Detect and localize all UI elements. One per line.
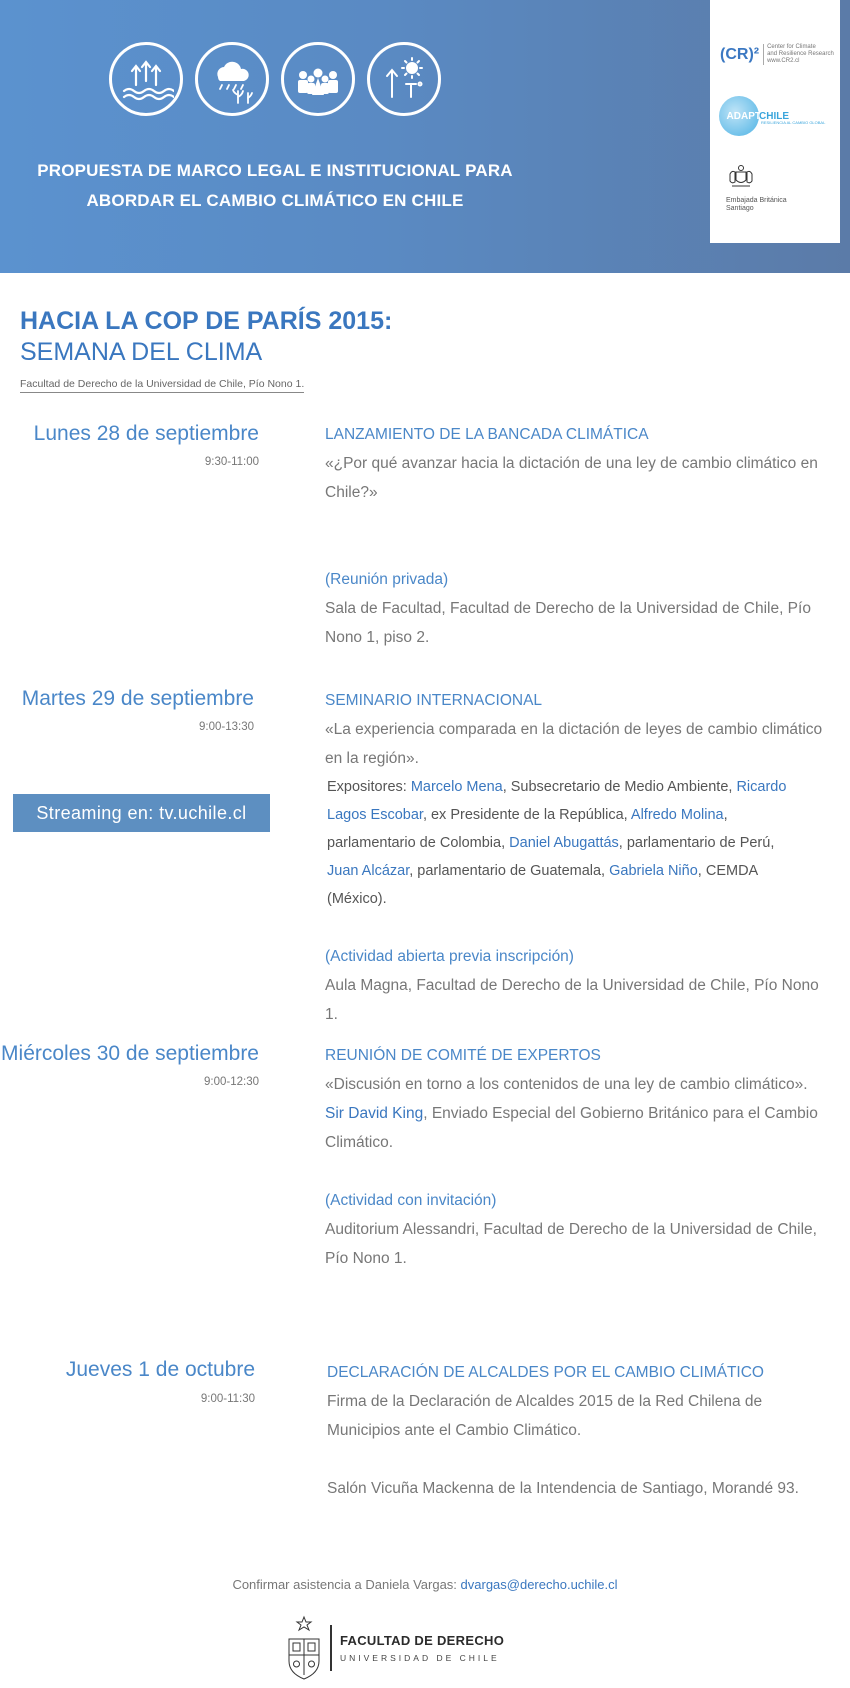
logo-divider: [330, 1625, 332, 1671]
event-thursday: [327, 1358, 827, 1503]
speaker-name[interactable]: Marcelo Mena: [410, 779, 503, 795]
speaker-name[interactable]: Ricardo Lagos Escobar: [327, 779, 787, 823]
speaker-name[interactable]: Alfredo Molina: [630, 807, 724, 823]
rsvp-line: [0, 1577, 850, 1592]
speaker-role: , parlamentario de Perú,: [618, 835, 775, 851]
event-title: REUNIÓN DE COMITÉ DE EXPERTOS: [325, 1047, 601, 1064]
event-venue: Salón Vicuña Mackenna de la Intendencia de Santiago, Morandé 93.: [327, 1480, 799, 1497]
event-day-thursday: Jueves 1 de octubre: [65, 1358, 255, 1381]
header-title: [30, 156, 520, 216]
cr2-mark: (CR)²: [720, 45, 760, 63]
event-venue: Aula Magna, Facultad de Derecho de la Universidad de Chile, Pío Nono 1.: [325, 977, 819, 1023]
cr2-line3: www.CR2.cl: [767, 58, 800, 64]
adapt-chile-logo: [719, 96, 826, 136]
speaker-role: , ex Presidente de la República,: [422, 807, 631, 823]
cr2-text: [763, 44, 834, 65]
event-title: SEMINARIO INTERNACIONAL: [325, 692, 543, 709]
event-venue: Sala de Facultad, Facultad de Derecho de la Universidad de Chile, Pío Nono 1, piso 2.: [325, 600, 811, 646]
guest-role: , Enviado Especial del Gobierno Británico para el Cambio Climático.: [325, 1105, 818, 1151]
header-icons: [109, 42, 441, 116]
event-title: LANZAMIENTO DE LA BANCADA CLIMÁTICA: [325, 426, 649, 443]
event-description: Firma de la Declaración de Alcaldes 2015 de la Red Chilena de Municipios ante el Cambio Climático.: [327, 1393, 763, 1439]
faculty-logo: [284, 1615, 504, 1681]
british-embassy-logo: [726, 164, 787, 213]
adapt-subtitle: RESILIENCIA AL CAMBIO GLOBAL: [761, 120, 826, 125]
guest-name[interactable]: Sir David King: [325, 1105, 424, 1122]
adapt-circle: [719, 96, 759, 136]
partner-logos-panel: [710, 0, 840, 243]
faculty-text: [340, 1633, 504, 1663]
event-day-wednesday: Miércoles 30 de septiembre: [1, 1042, 259, 1065]
university-name: UNIVERSIDAD DE CHILE: [340, 1653, 500, 1663]
rising-sea-icon: [109, 42, 183, 116]
streaming-banner[interactable]: Streaming en: tv.uchile.cl: [13, 794, 270, 832]
event-time-thursday: 9:00-11:30: [200, 1393, 255, 1405]
event-title: DECLARACIÓN DE ALCALDES POR EL CAMBIO CLIMÁTICO: [327, 1364, 764, 1381]
embassy-line1: Embajada Británica: [726, 197, 787, 204]
page-subtitle: SEMANA DEL CLIMA: [20, 338, 263, 366]
event-description: «La experiencia comparada en la dictación de leyes de cambio climático en la región».: [325, 721, 823, 767]
embassy-line2: Santiago: [726, 205, 754, 212]
event-description: «Discusión en torno a los contenidos de una ley de cambio climático».: [325, 1076, 808, 1093]
university-seal-icon: [284, 1615, 324, 1681]
speaker-role: , Subsecretario de Medio Ambiente,: [502, 779, 737, 795]
royal-crest-icon: [726, 164, 756, 190]
adapt-word: ADAPT: [726, 110, 761, 122]
header-title-line1: PROPUESTA DE MARCO LEGAL E INSTITUCIONAL PARA: [37, 161, 513, 180]
event-access: (Actividad con invitación): [325, 1192, 497, 1209]
event-access: (Actividad abierta previa inscripción): [325, 948, 574, 965]
temperature-sun-icon: [367, 42, 441, 116]
event-access: (Reunión privada): [325, 571, 449, 588]
speakers-list: [327, 773, 807, 913]
embassy-text: [726, 197, 787, 213]
header-title-line2: ABORDAR EL CAMBIO CLIMÁTICO EN CHILE: [86, 191, 464, 210]
rsvp-label: Confirmar asistencia a Daniela Vargas:: [232, 1577, 461, 1592]
speaker-role: , parlamentario de Guatemala,: [409, 863, 610, 879]
adapt-chile-word: CHILE: [759, 110, 789, 122]
speakers-label: Expositores:: [327, 779, 411, 795]
cr2-line1: Center for Climate: [767, 44, 816, 50]
faculty-name: FACULTAD DE DERECHO: [340, 1633, 505, 1648]
event-guest: [325, 1099, 825, 1157]
cr2-line2: and Resilience Research: [767, 51, 834, 57]
speaker-name[interactable]: Juan Alcázar: [327, 863, 410, 879]
speaker-name[interactable]: Gabriela Niño: [609, 863, 698, 879]
page-title: HACIA LA COP DE PARÍS 2015:: [20, 307, 393, 335]
event-wednesday: [325, 1041, 825, 1273]
event-description: «¿Por qué avanzar hacia la dictación de una ley de cambio climático en Chile?»: [325, 455, 818, 501]
event-day-tuesday: Martes 29 de septiembre: [21, 687, 254, 710]
people-icon: [281, 42, 355, 116]
event-tuesday: [325, 686, 825, 1029]
header-banner: [0, 0, 850, 273]
event-day-monday: Lunes 28 de septiembre: [33, 422, 259, 445]
rain-cloud-icon: [195, 42, 269, 116]
event-monday: [325, 420, 825, 652]
cr2-logo: [720, 44, 834, 65]
speaker-role: , parlamentario de Colombia,: [327, 807, 728, 851]
speaker-role: , CEMDA (México).: [327, 863, 758, 907]
rsvp-email-link[interactable]: dvargas@derecho.uchile.cl: [460, 1577, 618, 1592]
event-time-wednesday: 9:00-12:30: [204, 1076, 259, 1088]
speaker-name[interactable]: Daniel Abugattás: [509, 835, 619, 851]
event-time-tuesday: 9:00-13:30: [199, 721, 254, 733]
event-location: Facultad de Derecho de la Universidad de Chile, Pío Nono 1.: [20, 378, 304, 393]
event-venue: Auditorium Alessandri, Facultad de Derecho de la Universidad de Chile, Pío Nono 1.: [325, 1221, 817, 1267]
event-time-monday: 9:30-11:00: [204, 456, 259, 468]
